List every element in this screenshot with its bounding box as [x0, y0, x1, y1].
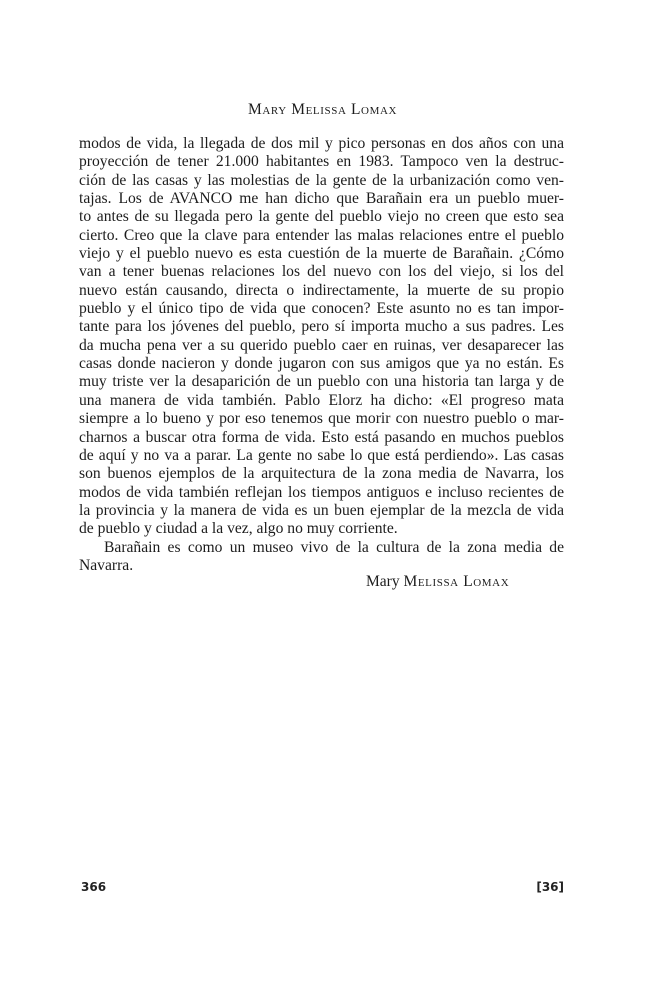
text-line: proyección de tener 21.000 habitantes en 1983. Tampoco ven la destruc- — [79, 153, 564, 171]
text-line: charnos a buscar otra forma de vida. Esto está pasando en muchos pueblos — [79, 428, 564, 446]
page-number: 366 — [81, 880, 107, 894]
text-line: tajas. Los de AVANCO me han dicho que Barañain era un pueblo muer- — [79, 190, 564, 208]
text-line: Barañain es como un museo vivo de la cultura de la zona media de — [104, 538, 564, 556]
text-line: la provincia y la manera de vida es un buen ejemplar de la mezcla de vida — [79, 501, 564, 519]
text-line: to antes de su llegada pero la gente del pueblo viejo no creen que esto sea — [79, 208, 564, 226]
text-line: modos de vida también reflejan los tiempos antiguos e incluso recientes de — [79, 483, 564, 501]
text-line: siempre a lo bueno y por eso tenemos que morir con nuestro pueblo o mar- — [79, 410, 564, 428]
text-line: tante para los jóvenes del pueblo, pero sí importa mucho a sus padres. Les — [79, 318, 564, 336]
text-line: una manera de vida también. Pablo Elorz ha dicho: «El progreso mata — [79, 391, 564, 409]
text-line: van a tener buenas relaciones los del nuevo con los del viejo, si los del — [79, 263, 564, 281]
signature-surname: Melissa Lomax — [403, 573, 510, 590]
text-line: pueblo y el único tipo de vida que conocen? Este asunto no es tan impor- — [79, 300, 564, 318]
text-line: son buenos ejemplos de la arquitectura de la zona media de Navarra, los — [79, 465, 564, 483]
text-line: de pueblo y ciudad a la vez, algo no muy corriente. — [79, 520, 398, 538]
text-line: de aquí y no va a parar. La gente no sabe lo que está perdiendo». Las casas — [79, 446, 564, 464]
body-text — [79, 135, 564, 575]
text-line: da mucha pena ver a su querido pueblo caer en ruinas, ver desaparecer las — [79, 336, 564, 354]
signature-first-name: Mary — [366, 573, 400, 590]
text-line: modos de vida, la llegada de dos mil y pico personas en dos años con una — [79, 135, 564, 152]
author-signature — [366, 572, 509, 592]
running-head: Mary Melissa Lomax — [247, 101, 398, 118]
paragraph-2 — [79, 539, 564, 576]
paragraph-1 — [79, 135, 564, 539]
text-line: cierto. Creo que la clave para entender las malas relaciones entre el pueblo — [79, 226, 564, 244]
page-reference: [36] — [536, 880, 564, 894]
text-line: Navarra. — [79, 556, 134, 574]
text-line: muy triste ver la desaparición de un pueblo con una historia tan larga y de — [79, 373, 564, 391]
text-line: nuevo están causando, directa o indirectamente, la muerte de su propio — [79, 281, 564, 299]
text-line: viejo y el pueblo nuevo es esta cuestión de la muerte de Barañain. ¿Cómo — [79, 245, 564, 263]
text-line: ción de las casas y las molestias de la gente de la urbanización como ven- — [79, 171, 564, 189]
text-line: casas donde nacieron y donde jugaron con sus amigos que ya no están. Es — [79, 355, 564, 373]
